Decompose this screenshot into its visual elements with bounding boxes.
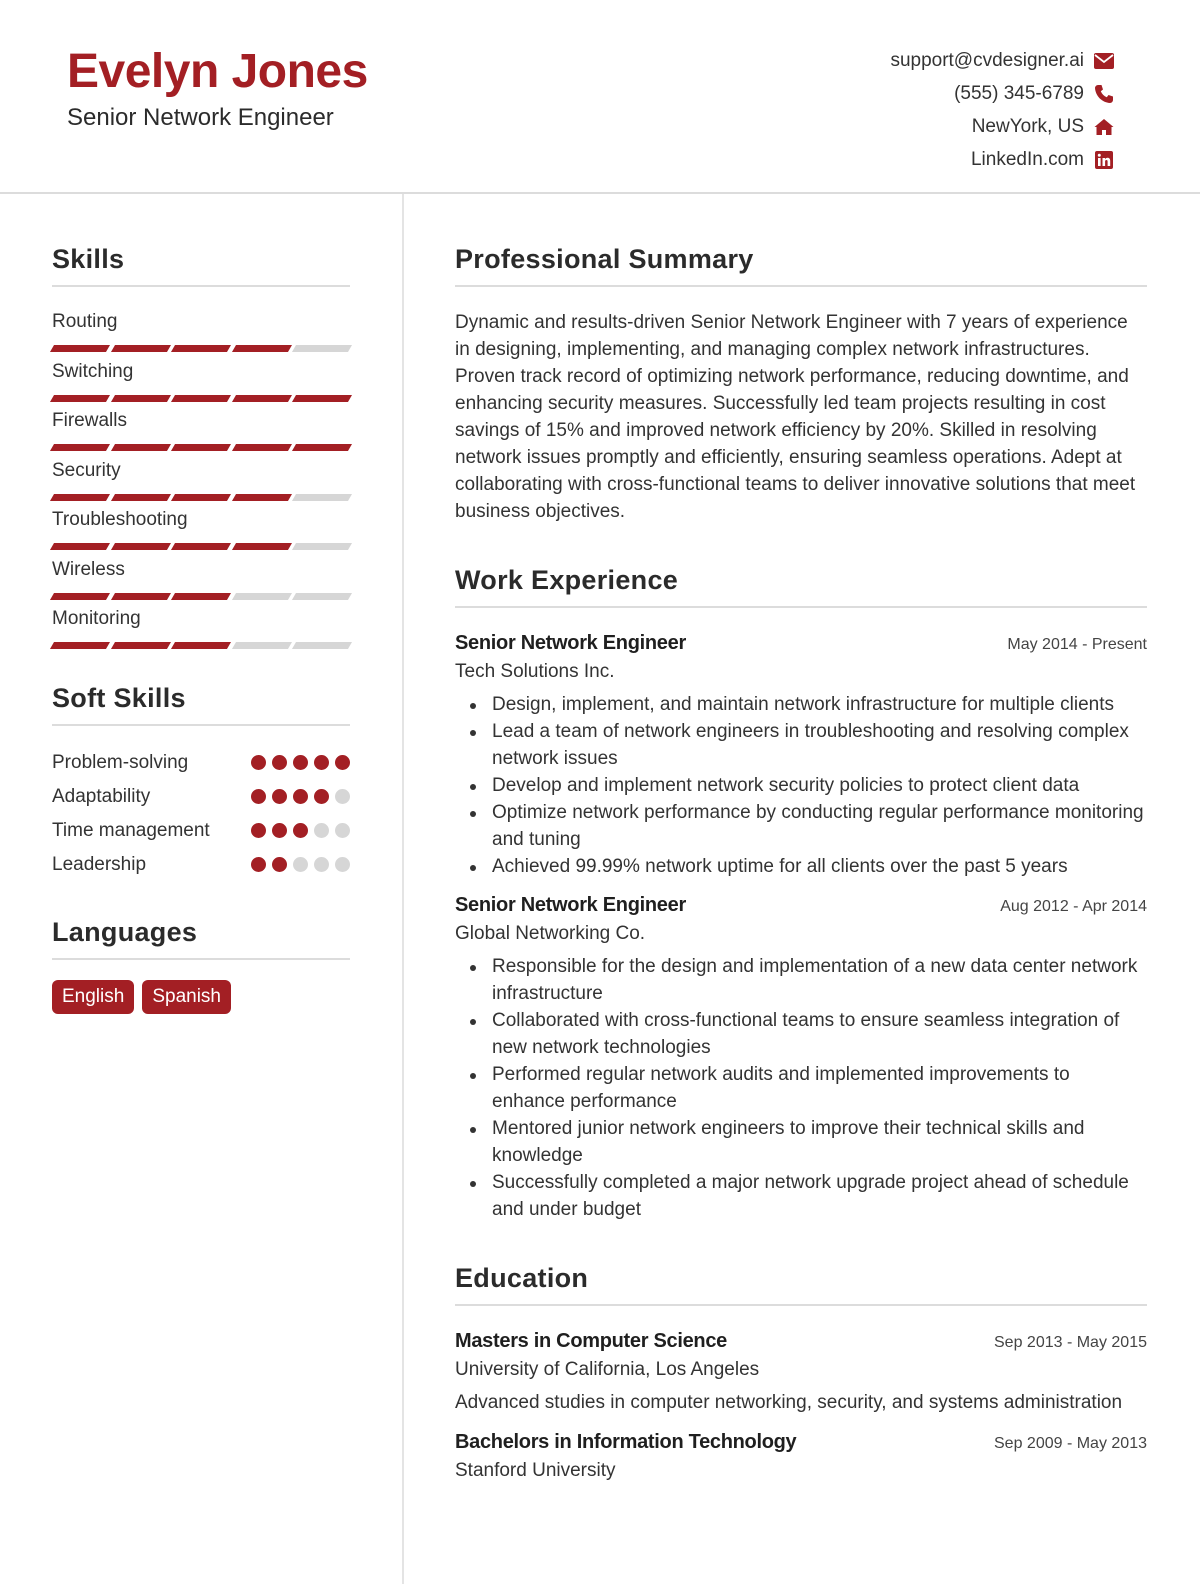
skill-level-segment xyxy=(50,543,110,550)
job-bullet: Lead a team of network engineers in troubleshooting and resolving complex network issues xyxy=(455,718,1147,772)
soft-skill-rating xyxy=(251,782,350,804)
summary-text: Dynamic and results-driven Senior Network Engineer with 7 years of experience in designing, implementing, and managing complex network infrastructures. Proven track record of optimizing network performance, reducing downtime, and enhancing security measures. Successfully led team projects resulting in cost savings of 15% and improved network efficiency by 20%. Skilled in resolving network issues promptly and efficiently, ensuring seamless operations. Adept at collaborating with cross-functional teams to deliver innovative solutions that meet business objectives. xyxy=(455,312,1136,522)
skill-level-bar xyxy=(52,444,350,451)
skill-name: Firewalls xyxy=(52,410,127,431)
skill-level-segment xyxy=(111,543,171,550)
skill-level-segment xyxy=(171,345,231,352)
rating-dot xyxy=(314,823,329,838)
contact-location-text: NewYork, US xyxy=(971,115,1084,137)
skill-level-segment xyxy=(292,494,352,501)
soft-skill-name: Problem-solving xyxy=(52,751,189,773)
skill-level-segment xyxy=(232,345,292,352)
soft-skills-heading: Soft Skills xyxy=(52,683,350,726)
rating-dot xyxy=(251,789,266,804)
education-description: Advanced studies in computer networking, security, and systems administration xyxy=(455,1392,1123,1413)
job-bullet: Optimize network performance by conducting regular performance monitoring and tuning xyxy=(455,799,1147,853)
skill-level-segment xyxy=(50,593,110,600)
skill-level-segment xyxy=(111,642,171,649)
education-degree: Masters in Computer Science xyxy=(455,1330,727,1352)
language-badge: Spanish xyxy=(142,980,231,1014)
skill-level-segment xyxy=(292,593,352,600)
rating-dot xyxy=(293,823,308,838)
contact-phone-text: (555) 345-6789 xyxy=(954,82,1084,104)
skill-level-bar xyxy=(52,543,350,550)
language-badge: English xyxy=(52,980,134,1014)
soft-skill-rating xyxy=(251,748,350,770)
skill-level-segment xyxy=(292,642,352,649)
soft-skill-name: Time management xyxy=(52,819,210,841)
job-entry xyxy=(455,632,1147,880)
education-school: Stanford University xyxy=(455,1460,616,1481)
skill-level-segment xyxy=(232,642,292,649)
job-bullet: Achieved 99.99% network uptime for all clients over the past 5 years xyxy=(455,853,1147,880)
job-bullets xyxy=(455,953,1147,1223)
envelope-icon xyxy=(1094,51,1114,71)
experience-heading: Work Experience xyxy=(455,565,1147,608)
skill-level-segment xyxy=(232,543,292,550)
education-header xyxy=(455,1431,1147,1454)
skill-level-bar xyxy=(52,345,350,352)
rating-dot xyxy=(335,823,350,838)
skill-level-segment xyxy=(232,494,292,501)
skill-level-segment xyxy=(171,444,231,451)
skill-level-segment xyxy=(171,543,231,550)
contact-email[interactable] xyxy=(890,44,1114,77)
rating-dot xyxy=(335,789,350,804)
candidate-title: Senior Network Engineer xyxy=(67,104,334,131)
skill-level-segment xyxy=(232,444,292,451)
job-company: Tech Solutions Inc. xyxy=(455,661,615,682)
skill-level-segment xyxy=(50,494,110,501)
skill-level-segment xyxy=(50,642,110,649)
summary-heading: Professional Summary xyxy=(455,244,1147,287)
soft-skill-item xyxy=(52,816,350,845)
skill-name: Troubleshooting xyxy=(52,509,188,530)
skill-level-segment xyxy=(50,345,110,352)
skills-list xyxy=(52,311,350,658)
rating-dot xyxy=(251,823,266,838)
skill-level-bar xyxy=(52,494,350,501)
skill-level-bar xyxy=(52,593,350,600)
skill-name: Monitoring xyxy=(52,608,141,629)
skill-level-bar xyxy=(52,642,350,649)
languages-heading: Languages xyxy=(52,917,350,960)
skill-name: Security xyxy=(52,459,121,481)
rating-dot xyxy=(251,755,266,770)
job-bullet: Successfully completed a major network upgrade project ahead of schedule and under budget xyxy=(455,1169,1147,1223)
left-column xyxy=(52,244,350,1014)
job-dates: Aug 2012 - Apr 2014 xyxy=(1000,898,1147,915)
skill-level-segment xyxy=(292,395,352,402)
soft-skill-item xyxy=(52,850,350,879)
contact-linkedin[interactable] xyxy=(890,143,1114,176)
job-entry xyxy=(455,894,1147,1223)
soft-skill-rating xyxy=(251,816,350,838)
soft-skill-rating xyxy=(251,850,350,872)
job-bullet: Responsible for the design and implementation of a new data center network infrastructure xyxy=(455,953,1147,1007)
rating-dot xyxy=(314,789,329,804)
job-bullet: Performed regular network audits and implemented improvements to enhance performance xyxy=(455,1061,1147,1115)
home-icon xyxy=(1094,117,1114,137)
contact-linkedin-text: LinkedIn.com xyxy=(970,148,1084,170)
skill-level-segment xyxy=(292,345,352,352)
contact-email-text: support@cvdesigner.ai xyxy=(890,49,1084,71)
right-column xyxy=(455,244,1147,1482)
column-divider xyxy=(402,194,404,1584)
rating-dot xyxy=(272,823,287,838)
education-entry xyxy=(455,1431,1147,1482)
skill-level-segment xyxy=(292,444,352,451)
rating-dot xyxy=(314,857,329,872)
education-header xyxy=(455,1330,1147,1353)
rating-dot xyxy=(335,755,350,770)
rating-dot xyxy=(314,755,329,770)
rating-dot xyxy=(272,755,287,770)
skills-heading: Skills xyxy=(52,244,350,287)
job-header xyxy=(455,632,1147,655)
soft-skill-item xyxy=(52,782,350,811)
soft-skill-item xyxy=(52,748,350,777)
skill-level-segment xyxy=(232,593,292,600)
job-bullet: Design, implement, and maintain network infrastructure for multiple clients xyxy=(455,691,1147,718)
rating-dot xyxy=(251,857,266,872)
skill-level-segment xyxy=(171,395,231,402)
phone-icon xyxy=(1094,84,1114,104)
linkedin-icon xyxy=(1094,150,1114,170)
job-header xyxy=(455,894,1147,917)
resume-header xyxy=(0,0,1200,194)
job-bullets xyxy=(455,691,1147,880)
job-dates: May 2014 - Present xyxy=(1007,636,1147,653)
job-bullet: Mentored junior network engineers to improve their technical skills and knowledge xyxy=(455,1115,1147,1169)
soft-skill-name: Adaptability xyxy=(52,785,151,807)
skill-level-segment xyxy=(111,444,171,451)
education-list xyxy=(455,1330,1147,1482)
skill-name: Wireless xyxy=(52,558,125,580)
skill-level-segment xyxy=(111,395,171,402)
contact-list xyxy=(890,44,1114,176)
skill-item xyxy=(52,361,350,411)
skill-item xyxy=(52,608,350,658)
education-school: University of California, Los Angeles xyxy=(455,1359,760,1380)
skill-level-bar xyxy=(52,395,350,402)
rating-dot xyxy=(293,755,308,770)
skill-level-segment xyxy=(50,444,110,451)
skill-level-segment xyxy=(50,395,110,402)
skill-level-segment xyxy=(171,494,231,501)
job-bullet: Collaborated with cross-functional teams to ensure seamless integration of new network technologies xyxy=(455,1007,1147,1061)
contact-location xyxy=(890,110,1114,143)
skill-level-segment xyxy=(111,593,171,600)
candidate-name: Evelyn Jones xyxy=(67,45,368,98)
rating-dot xyxy=(272,857,287,872)
education-heading: Education xyxy=(455,1263,1147,1306)
skill-level-segment xyxy=(111,345,171,352)
education-dates: Sep 2009 - May 2013 xyxy=(994,1435,1147,1452)
skill-item xyxy=(52,311,350,361)
skill-level-segment xyxy=(111,494,171,501)
skill-level-segment xyxy=(292,543,352,550)
rating-dot xyxy=(272,789,287,804)
rating-dot xyxy=(335,857,350,872)
skill-name: Routing xyxy=(52,311,118,332)
rating-dot xyxy=(293,857,308,872)
skill-name: Switching xyxy=(52,360,134,382)
education-dates: Sep 2013 - May 2015 xyxy=(994,1334,1147,1351)
skill-level-segment xyxy=(232,395,292,402)
soft-skills-list xyxy=(52,748,350,879)
languages-list xyxy=(52,980,350,1014)
job-bullet: Develop and implement network security policies to protect client data xyxy=(455,772,1147,799)
skill-item xyxy=(52,559,350,609)
rating-dot xyxy=(293,789,308,804)
skill-level-segment xyxy=(171,642,231,649)
job-company: Global Networking Co. xyxy=(455,923,646,944)
job-role: Senior Network Engineer xyxy=(455,894,686,916)
skill-level-segment xyxy=(171,593,231,600)
contact-phone[interactable] xyxy=(890,77,1114,110)
skill-item xyxy=(52,410,350,460)
soft-skill-name: Leadership xyxy=(52,853,147,875)
jobs-list xyxy=(455,632,1147,1223)
skill-item xyxy=(52,509,350,559)
education-entry xyxy=(455,1330,1147,1417)
education-degree: Bachelors in Information Technology xyxy=(455,1431,797,1453)
job-role: Senior Network Engineer xyxy=(455,632,686,654)
skill-item xyxy=(52,460,350,510)
